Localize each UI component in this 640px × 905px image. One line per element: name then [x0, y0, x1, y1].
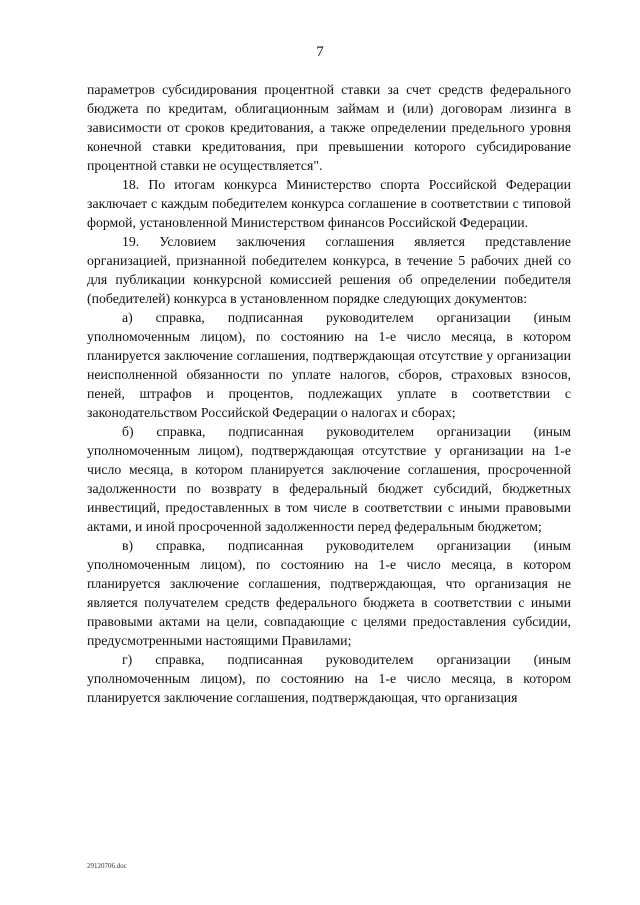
paragraph-subitem-g: г) справка, подписанная руководителем организации (иным уполномоченным лицом), по состоянию на 1-е число месяца, в котором планируется заключение соглашения, подтверждающая, что организация: [87, 652, 571, 705]
paragraph-continuation: параметров субсидирования процентной ставки за счет средств федерального бюджета по кредитам, облигационным займам и (или) договорам лизинга в зависимости от сроков кредитования, а также определении предельного уровня конечной ставки кредитования, при превышении которого субсидирование процентной ставки не осуществляется".: [87, 82, 571, 173]
page-number: 7: [316, 44, 324, 60]
paragraph-item-18: 18. По итогам конкурса Министерство спорта Российской Федерации заключает с каждым победителем конкурса соглашение в соответствии с типовой формой, установленной Министерством финансов Российской Федерации.: [87, 177, 571, 230]
paragraph-subitem-a: а) справка, подписанная руководителем организации (иным уполномоченным лицом), по состоянию на 1-е число месяца, в котором планируется заключение соглашения, подтверждающая отсутствие у организации неисполненной обязанности по уплате налогов, сборов, страховых взносов, пеней, штрафов и процентов, подлежащих уплате в соответствии с законодательством Российской Федерации о налогах и сборах;: [87, 310, 571, 420]
footer-filename: 29120706.doc: [87, 862, 127, 870]
paragraph-subitem-v: в) справка, подписанная руководителем организации (иным уполномоченным лицом), по состоянию на 1-е число месяца, в котором планируется заключение соглашения, подтверждающая, что организация не является получателем средств федерального бюджета в соответствии с иными правовыми актами на цели, совпадающие с целями предоставления субсидии, предусмотренными настоящими Правилами;: [87, 538, 571, 648]
paragraph-subitem-b: б) справка, подписанная руководителем организации (иным уполномоченным лицом), подтверждающая отсутствие у организации на 1-е число месяца, в котором планируется заключение соглашения, просроченной задолженности по возврату в федеральный бюджет субсидий, бюджетных инвестиций, предоставленных в том числе в соответствии с иными правовыми актами, и иной просроченной задолженности перед федеральным бюджетом;: [87, 424, 571, 534]
paragraph-item-19: 19. Условием заключения соглашения является представление организацией, признанной победителем конкурса, в течение 5 рабочих дней со для публикации конкурсной комиссией решения об определении победителя (победителей) конкурса в установленном порядке следующих документов:: [87, 234, 571, 306]
document-body: [87, 80, 571, 707]
